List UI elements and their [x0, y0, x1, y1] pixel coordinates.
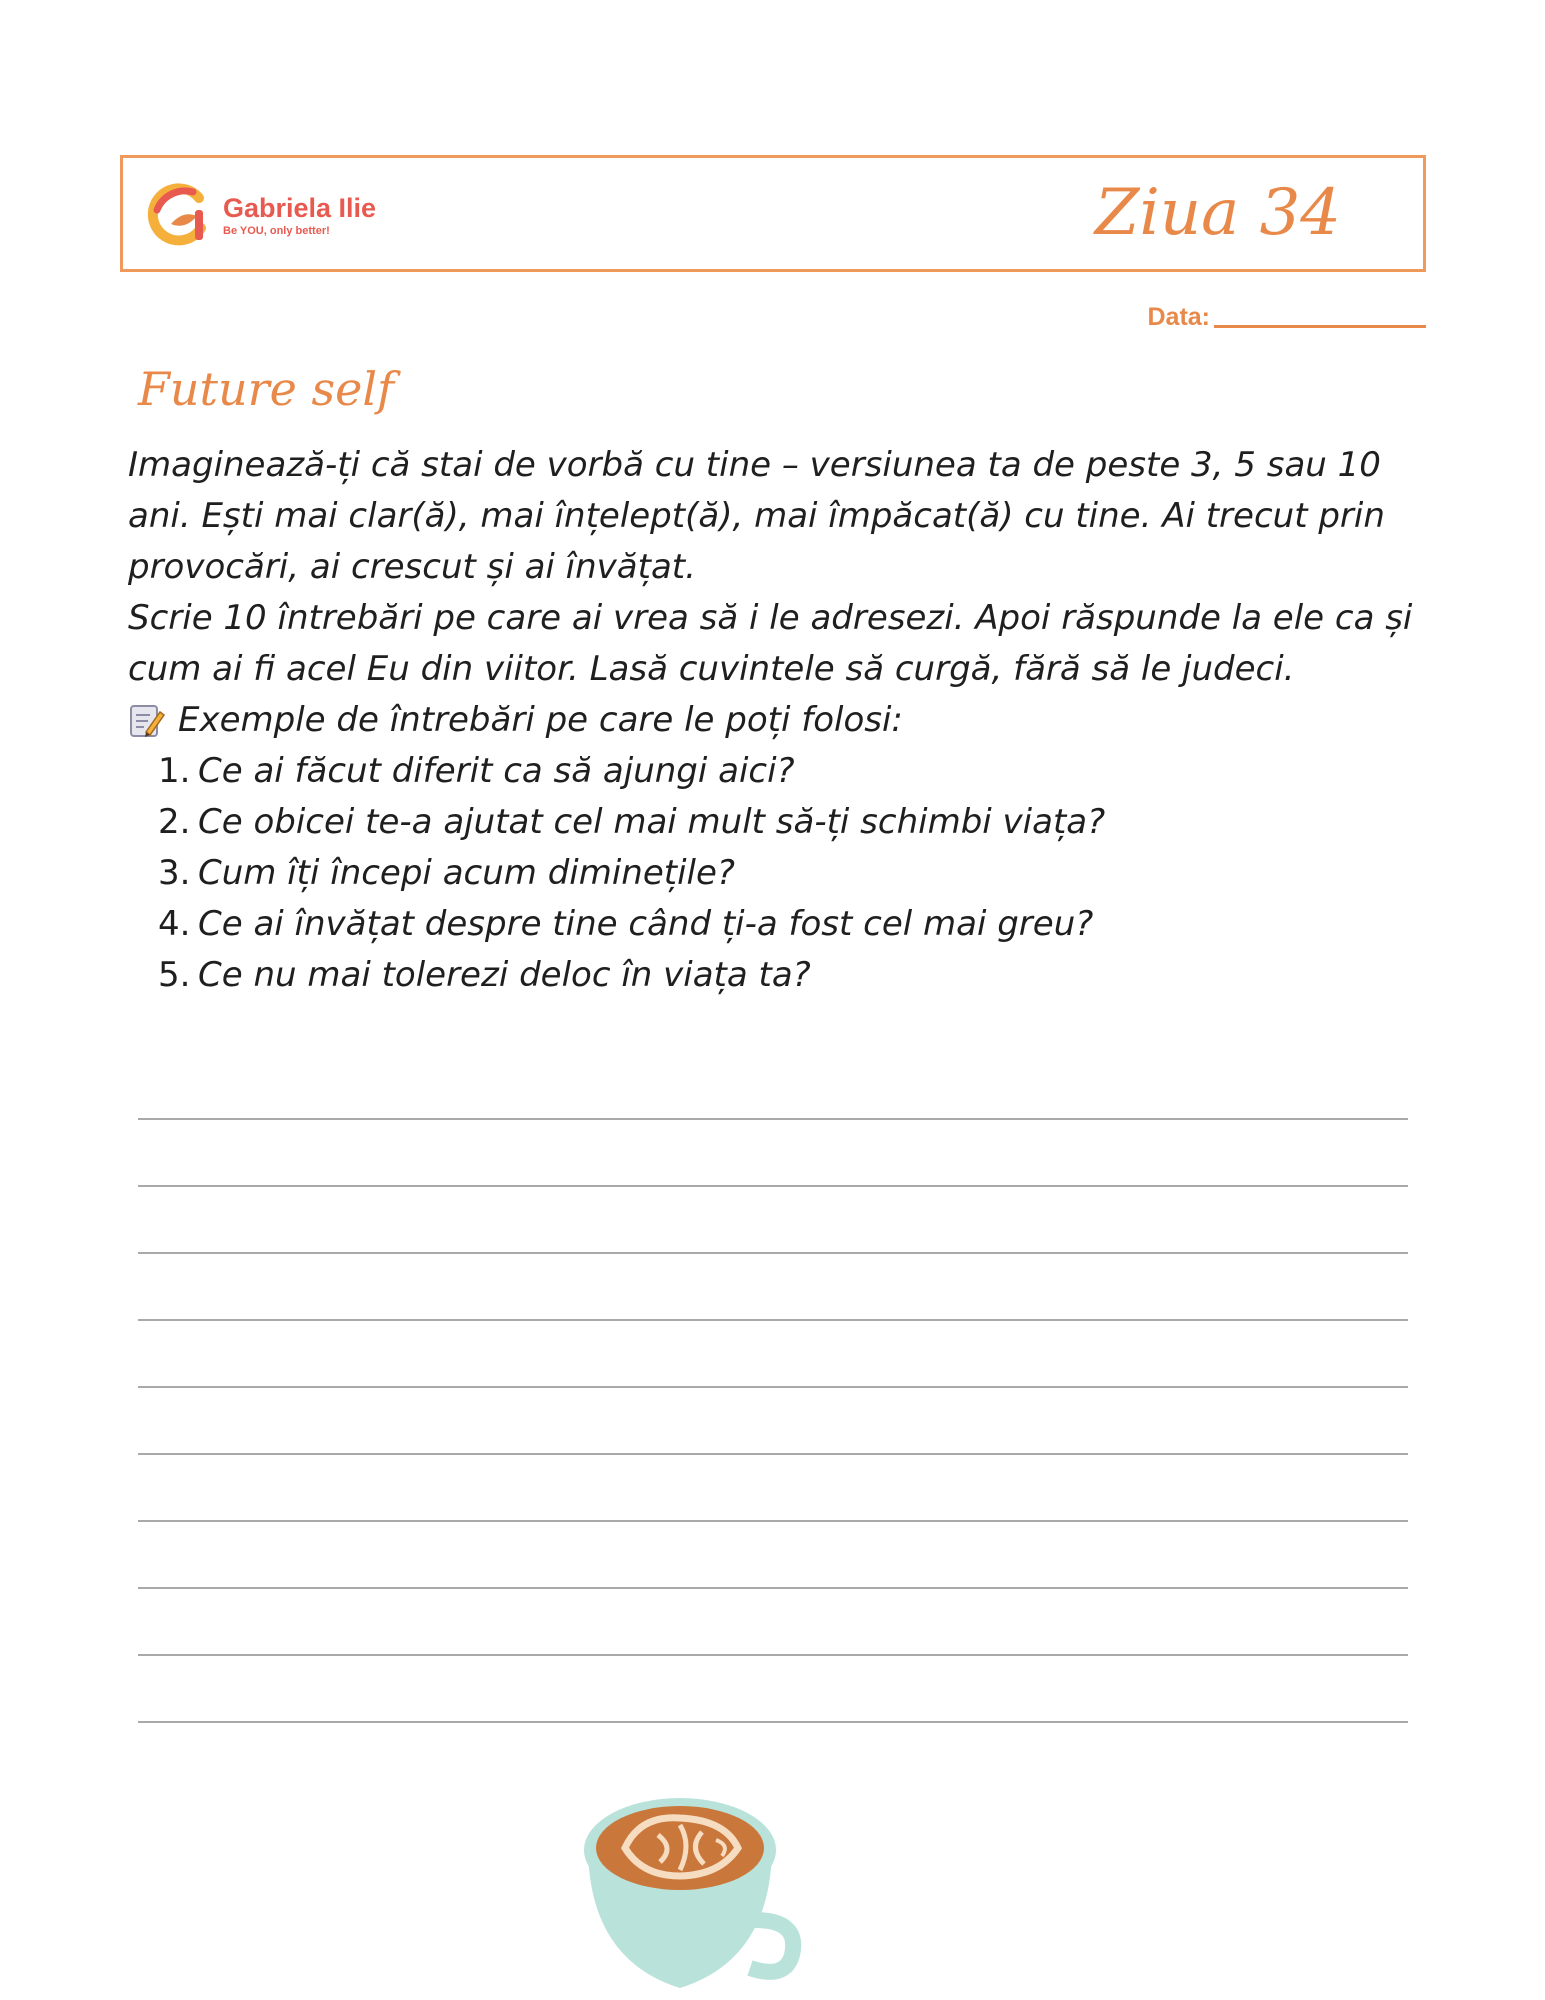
list-item-text: Ce obicei te-a ajutat cel mai mult să-ți schimbi viața? [198, 802, 1106, 842]
list-item-text: Ce nu mai tolerezi deloc în viața ta? [198, 955, 811, 995]
day-title: Ziua 34 [1094, 176, 1341, 250]
writing-line[interactable] [138, 1453, 1408, 1455]
task-paragraph: Scrie 10 întrebări pe care ai vrea să i le adresezi. Apoi răspunde la ele ca și cum ai fi acel Eu din viitor. Lasă cuvintele să curgă, fără să le judeci. [128, 598, 1413, 689]
examples-heading [128, 695, 1418, 746]
list-item-number: 2. [158, 802, 191, 842]
list-item [128, 797, 1418, 848]
list-item-number: 3. [158, 853, 191, 893]
writing-line[interactable] [138, 1654, 1408, 1656]
writing-line[interactable] [138, 1520, 1408, 1522]
list-item-number: 4. [158, 904, 191, 944]
writing-line[interactable] [138, 1587, 1408, 1589]
list-item-text: Ce ai învățat despre tine când ți-a fost cel mai greu? [198, 904, 1094, 944]
examples-list [128, 746, 1418, 1001]
writing-line[interactable] [138, 1386, 1408, 1388]
intro-paragraph: Imaginează-ți că stai de vorbă cu tine – versiunea ta de peste 3, 5 sau 10 ani. Ești mai clar(ă), mai înțelept(ă), mai împăcat(ă) cu tine. Ai trecut prin provocări, ai crescut și ai învățat. [128, 445, 1385, 587]
section-title: Future self [138, 362, 395, 416]
writing-line[interactable] [138, 1252, 1408, 1254]
list-item-number: 1. [158, 751, 191, 791]
list-item [128, 746, 1418, 797]
memo-pencil-icon [128, 702, 166, 740]
latte-cup-icon [580, 1790, 810, 1990]
logo-tagline: Be YOU, only better! [223, 224, 330, 237]
writing-line[interactable] [138, 1721, 1408, 1723]
list-item-number: 5. [158, 955, 191, 995]
writing-line[interactable] [138, 1319, 1408, 1321]
list-item [128, 848, 1418, 899]
writing-line[interactable] [138, 1118, 1408, 1120]
writing-line[interactable] [138, 1185, 1408, 1187]
list-item [128, 950, 1418, 1001]
list-item-text: Cum îți începi acum diminețile? [198, 853, 735, 893]
date-input-line[interactable] [1214, 325, 1426, 328]
list-item-text: Ce ai făcut diferit ca să ajungi aici? [198, 751, 795, 791]
date-label: Data: [1147, 303, 1210, 331]
header-box [120, 155, 1426, 272]
logo-mark-icon [143, 180, 215, 252]
brand-logo [143, 178, 376, 253]
writing-lines[interactable] [138, 1118, 1408, 1788]
examples-label: Exemple de întrebări pe care le poți folosi: [178, 700, 903, 740]
list-item [128, 899, 1418, 950]
instructions-block [128, 440, 1418, 1001]
logo-name: Gabriela Ilie [223, 192, 377, 223]
date-row [1147, 303, 1426, 332]
